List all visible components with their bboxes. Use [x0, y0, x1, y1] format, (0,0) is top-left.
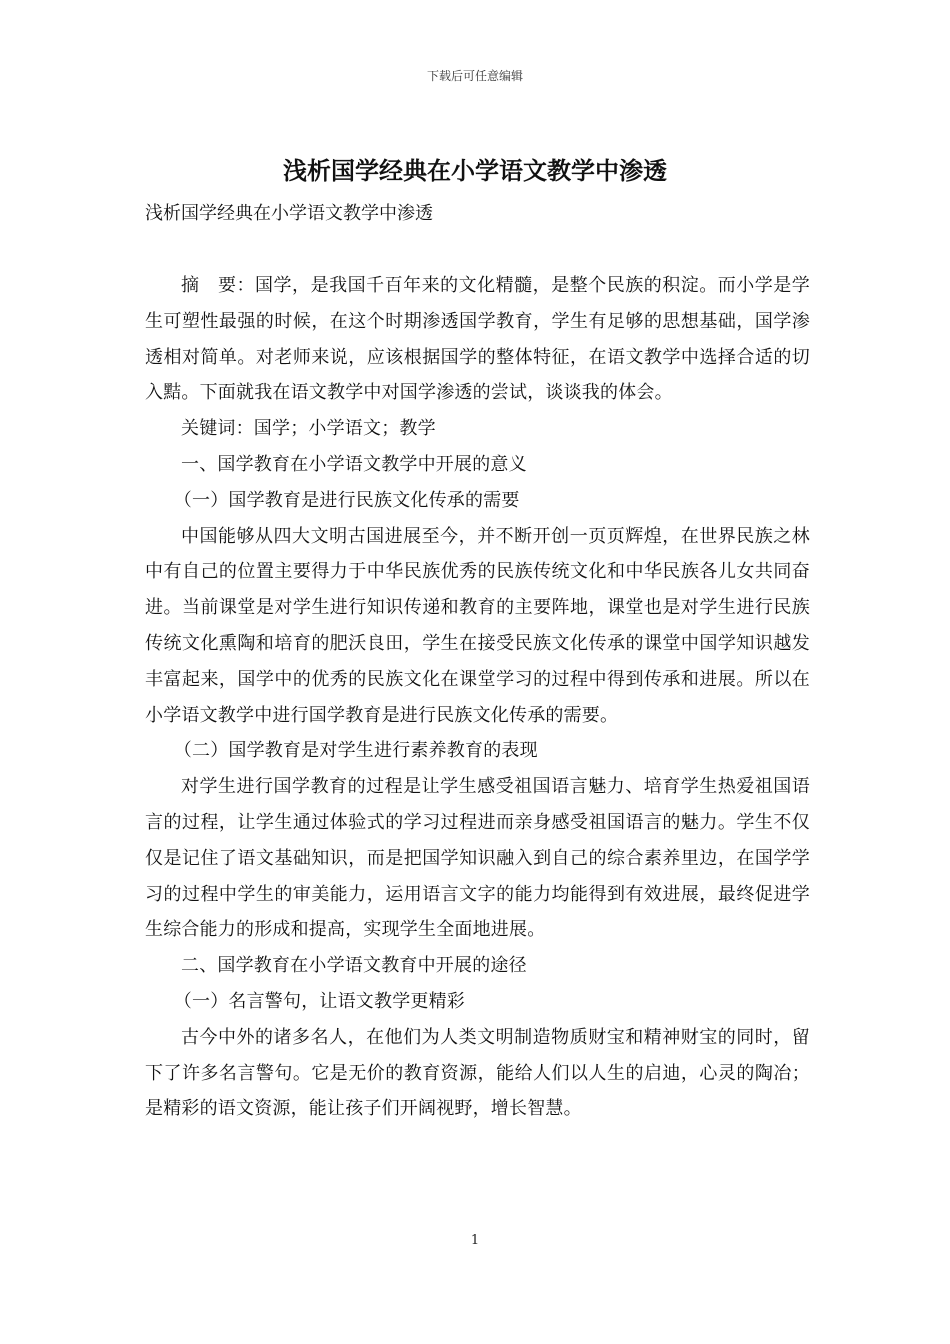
subsection-heading-2-1: （一）名言警句，让语文教学更精彩 [173, 990, 465, 1012]
subsection-heading-1-2: （二）国学教育是对学生进行素养教育的表现 [173, 740, 538, 762]
body-paragraph: 古今中外的诸多名人，在他们为人类文明制造物质财宝和精神财宝的同时，留下了许多名言警句。它是无价的教育资源，能给人们以人生的启迪，心灵的陶冶；是精彩的语文资源，能让孩子们开阔视野，增长智慧。 [145, 1026, 810, 1120]
body-paragraph: 中国能够从四大文明古国进展至今，并不断开创一页页辉煌，在世界民族之林中有自己的位置主要得力于中华民族优秀的民族传统文化和中华民族各儿女共同奋进。当前课堂是对学生进行知识传递和教育的主要阵地，课堂也是对学生进行民族传统文化熏陶和培育的肥沃良田，学生在接受民族文化传承的课堂中国学知识越发丰富起来，国学中的优秀的民族文化在课堂学习的过程中得到传承和进展。所以在小学语文教学中进行国学教育是进行民族文化传承的需要。 [145, 525, 810, 726]
section-heading-1: 一、国学教育在小学语文教学中开展的意义 [181, 453, 527, 475]
body-paragraph: 对学生进行国学教育的过程是让学生感受祖国语言魅力、培育学生热爱祖国语言的过程，让学生通过体验式的学习过程进而亲身感受祖国语言的魅力。学生不仅仅是记住了语文基础知识，而是把国学知识融入到自己的综合素养里边，在国学学习的过程中学生的审美能力，运用语言文字的能力均能得到有效进展，最终促进学生综合能力的形成和提高，实现学生全面地进展。 [145, 776, 810, 941]
subsection-heading-1-1: （一）国学教育是进行民族文化传承的需要 [173, 489, 520, 511]
section-heading-2: 二、国学教育在小学语文教育中开展的途径 [181, 955, 527, 977]
document-title: 浅析国学经典在小学语文教学中渗透 [283, 157, 667, 185]
document-subtitle: 浅析国学经典在小学语文教学中渗透 [145, 203, 433, 224]
keywords-paragraph: 关键词：国学；小学语文；教学 [181, 418, 436, 440]
abstract-paragraph: 摘 要：国学，是我国千百年来的文化精髓，是整个民族的积淀。而小学是学生可塑性最强的时候，在这个时期渗透国学教育，学生有足够的思想基础，国学渗透相对简单。对老师来说，应该根据国学的整体特征，在语文教学中选择合适的切入黠。下面就我在语文教学中对国学渗透的尝试，谈谈我的体会。 [145, 275, 810, 404]
document-body [145, 268, 810, 1127]
page-number: 1 [470, 1233, 480, 1248]
header-note: 下载后可任意编辑 [426, 69, 523, 83]
